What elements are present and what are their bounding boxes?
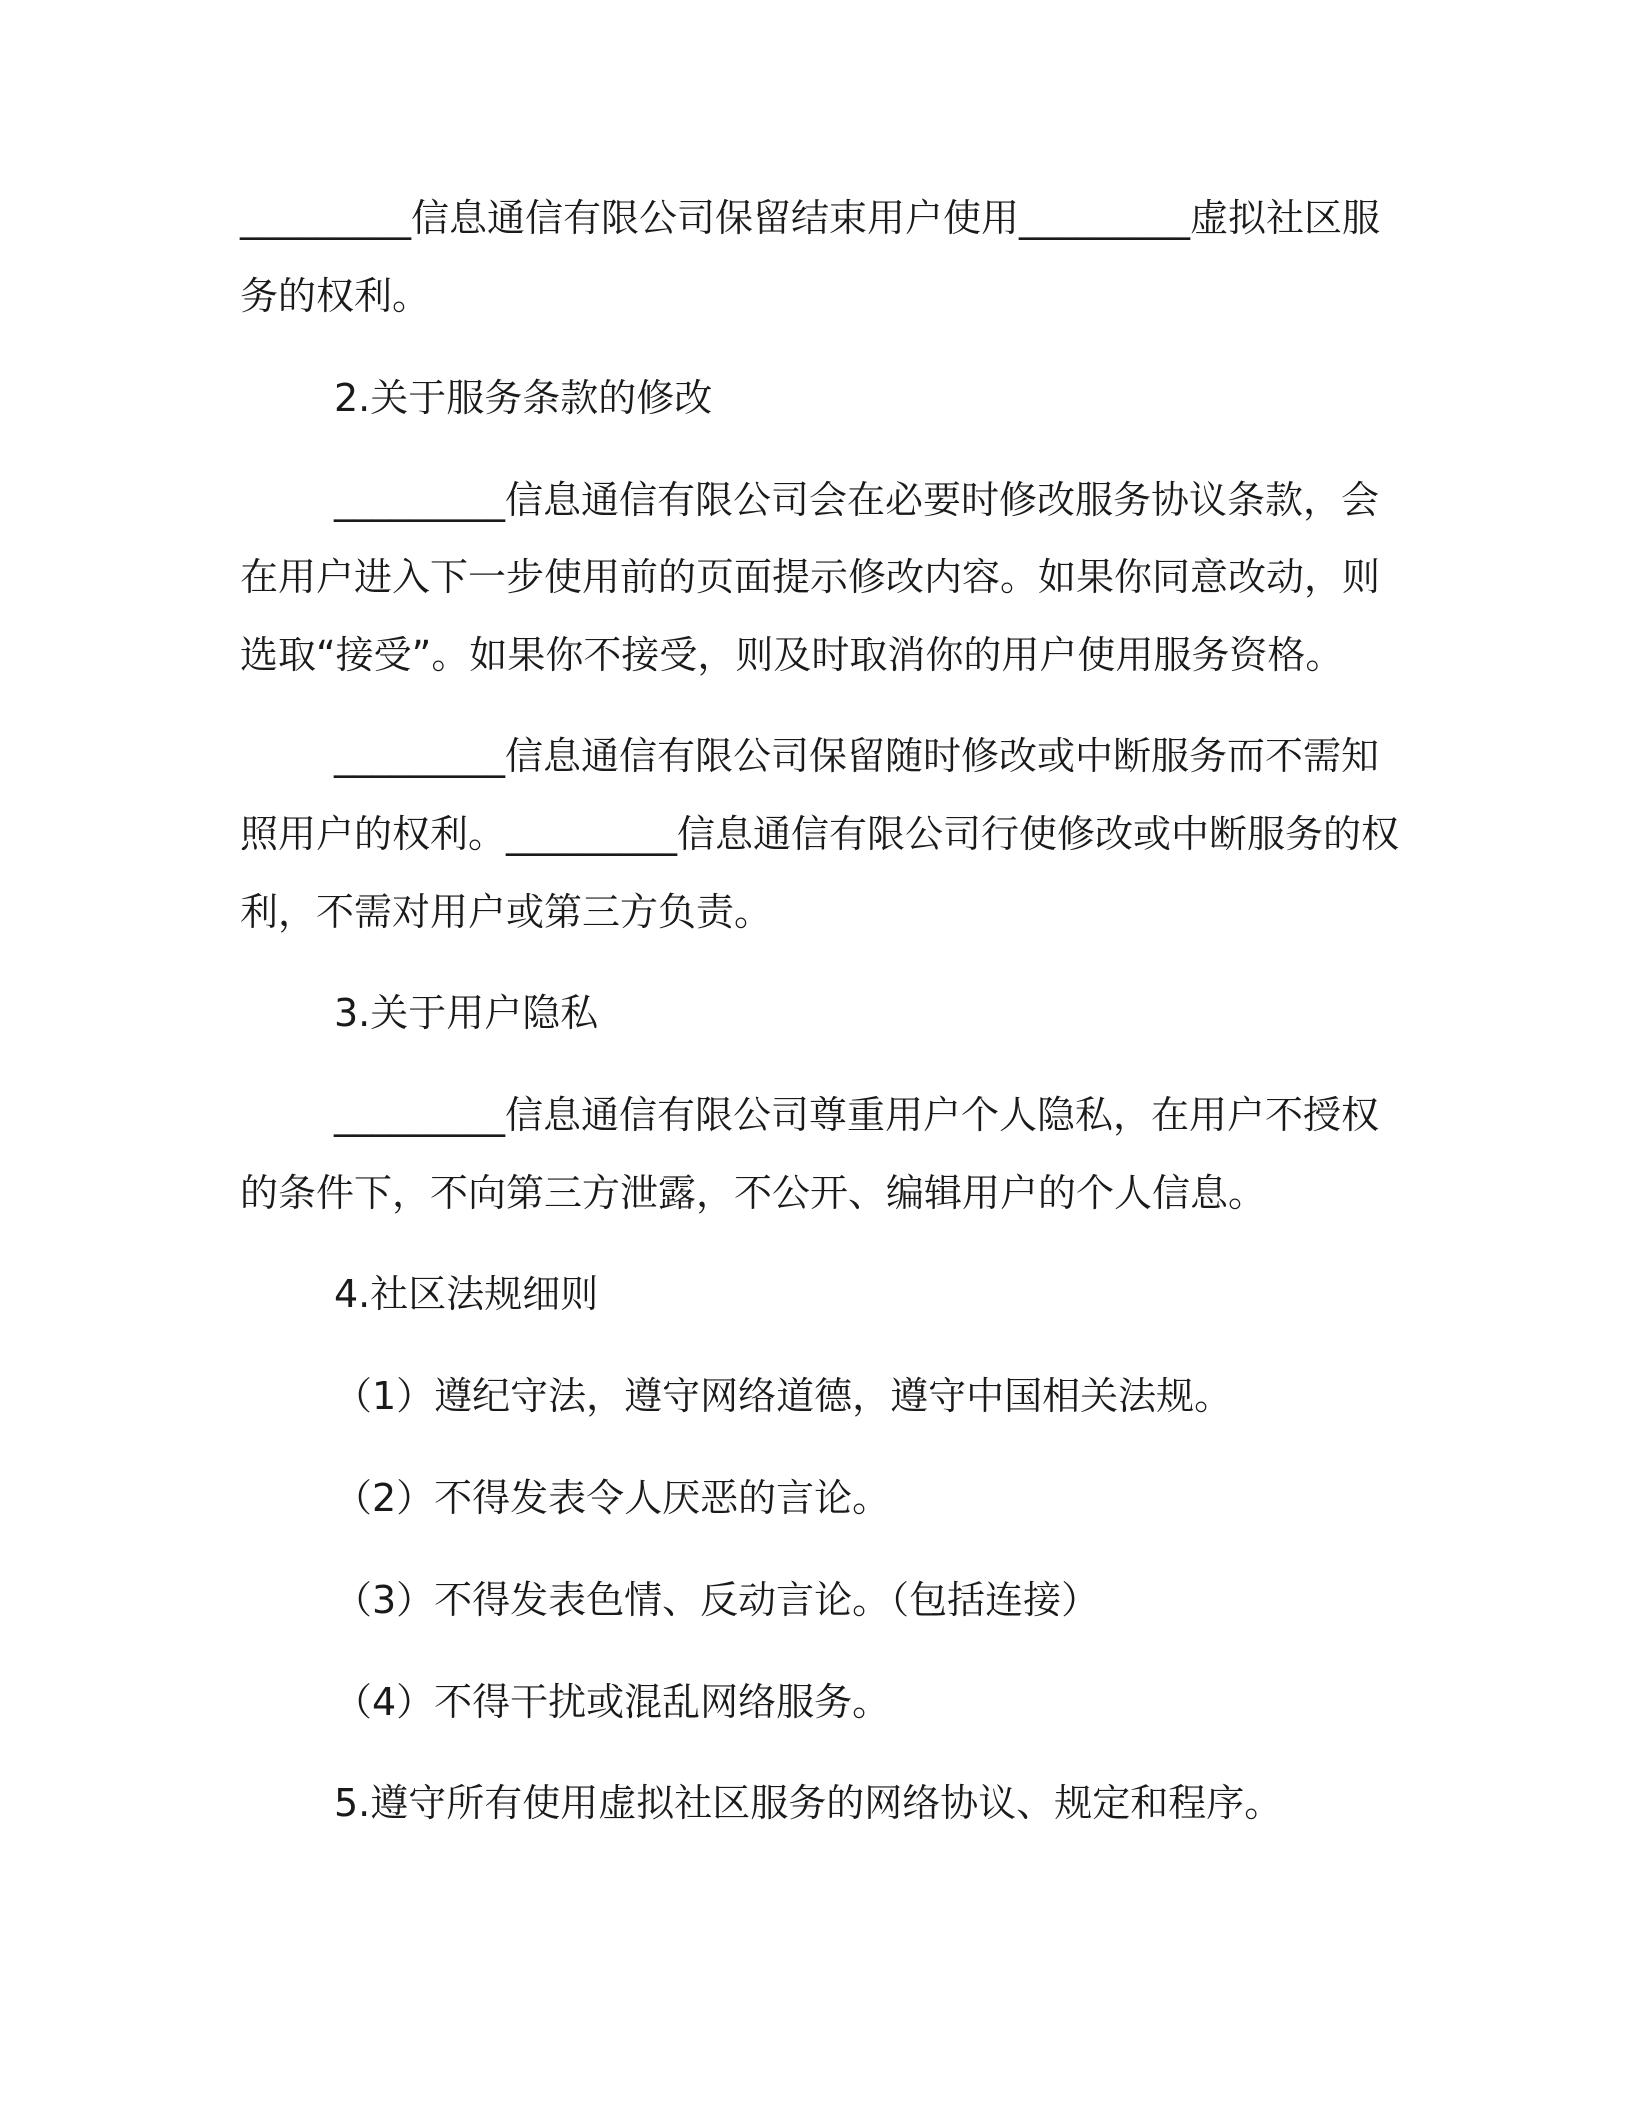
paragraph-line: _________信息通信有限公司尊重用户个人隐私，在用户不授权 <box>334 1093 1380 1137</box>
paragraph-line: 务的权利。 <box>240 274 431 318</box>
paragraph-line: _________信息通信有限公司保留结束用户使用_________虚拟社区服 <box>240 196 1381 240</box>
section-heading: 4.社区法规细则 <box>334 1272 599 1316</box>
section-heading: 3.关于用户隐私 <box>334 991 599 1035</box>
list-item: （4）不得干扰或混乱网络服务。 <box>334 1680 891 1724</box>
list-item: （1）遵纪守法，遵守网络道德，遵守中国相关法规。 <box>334 1374 1233 1418</box>
paragraph-line: _________信息通信有限公司会在必要时修改服务协议条款，会 <box>334 478 1380 522</box>
paragraph-line: 利，不需对用户或第三方负责。 <box>240 890 773 934</box>
paragraph-line: 的条件下，不向第三方泄露，不公开、编辑用户的个人信息。 <box>240 1171 1267 1215</box>
section-heading: 2.关于服务条款的修改 <box>334 376 713 420</box>
paragraph-line: _________信息通信有限公司保留随时修改或中断服务而不需知 <box>334 734 1380 778</box>
list-item: （2）不得发表令人厌恶的言论。 <box>334 1476 891 1520</box>
section-heading: 5.遵守所有使用虚拟社区服务的网络协议、规定和程序。 <box>334 1781 1283 1825</box>
paragraph-line: 照用户的权利。_________信息通信有限公司行使修改或中断服务的权 <box>240 812 1400 856</box>
paragraph-line: 在用户进入下一步使用前的页面提示修改内容。如果你同意改动，则 <box>240 555 1381 599</box>
list-item: （3）不得发表色情、反动言论。（包括连接） <box>334 1578 1100 1622</box>
paragraph-line: 选取“接受”。如果你不接受，则及时取消你的用户使用服务资格。 <box>240 633 1344 677</box>
